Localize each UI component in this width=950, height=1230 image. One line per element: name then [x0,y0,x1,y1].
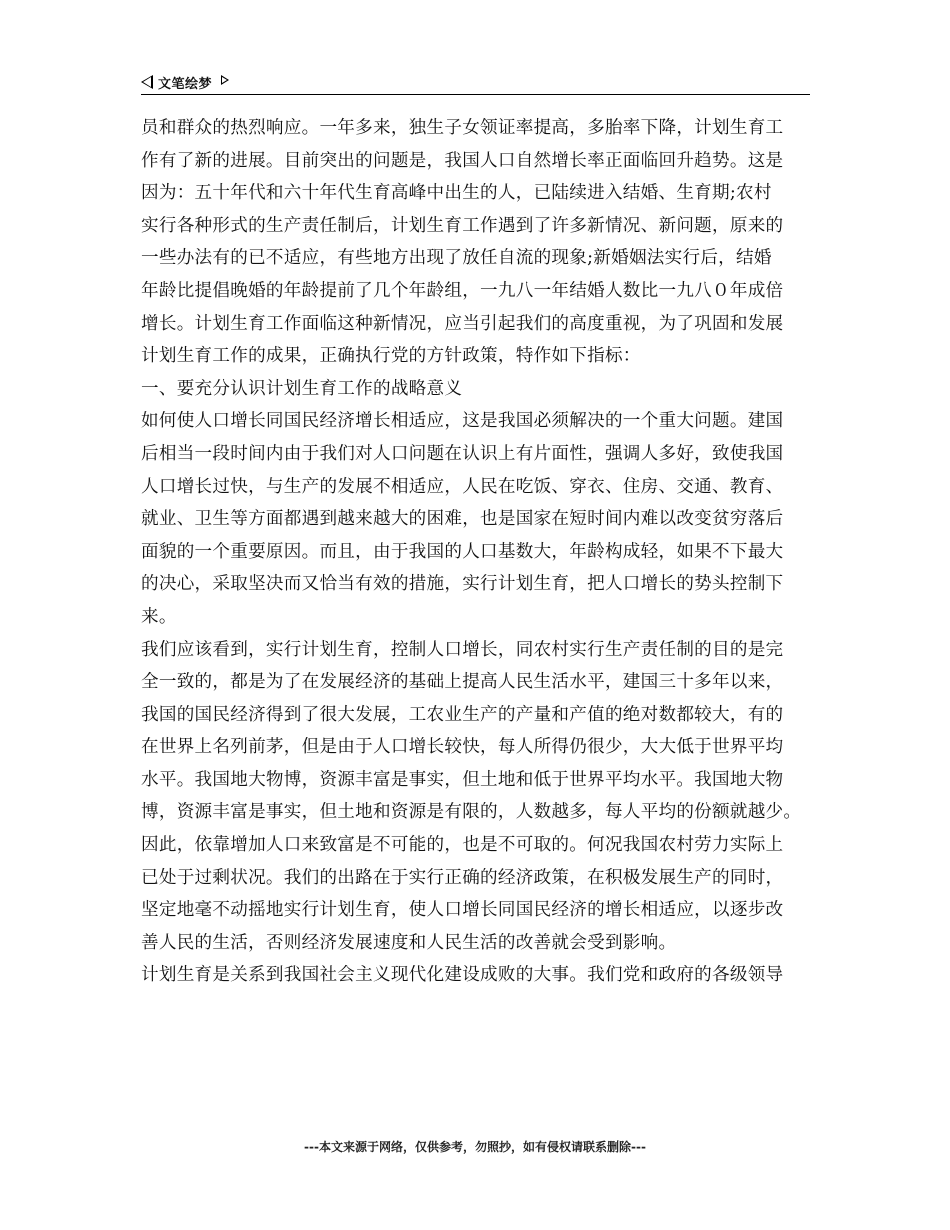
text-line: 后相当一段时间内由于我们对人口问题在认识上有片面性，强调人多好，致使我国 [141,443,784,464]
text-line: 面貌的一个重要原因。而且，由于我国的人口基数大，年龄构成轻，如果不下最大 [141,541,784,562]
text-line: 博，资源丰富是事实，但土地和资源是有限的，人数越多，每人平均的份额就越少。 [141,802,802,823]
document-body [141,112,821,992]
text-line: 已处于过剩状况。我们的出路在于实行正确的经济政策，在积极发展生产的同时， [141,867,784,888]
left-triangle-icon [141,75,153,89]
text-line: 人口增长过快，与生产的发展不相适应，人民在吃饭、穿衣、住房、交通、教育、 [141,476,784,497]
text-line: 因此，依靠增加人口来致富是不可能的，也是不可取的。何况我国农村劳力实际上 [141,835,784,856]
text-line: 就业、卫生等方面都遇到越来越大的困难，也是国家在短时间内难以改变贫穷落后 [141,509,784,530]
right-triangle-icon [221,75,229,85]
footer-notice: ---本文来源于网络，仅供参考，勿照抄，如有侵权请联系删除--- [304,1140,646,1154]
text-line: 我们应该看到，实行计划生育，控制人口增长，同农村实行生产责任制的目的是完 [141,639,784,660]
brand-name: 文笔绘梦 [158,76,213,92]
text-line: 水平。我国地大物博，资源丰富是事实，但土地和低于世界平均水平。我国地大物 [141,769,784,790]
brand-logo [141,72,229,92]
text-line: 员和群众的热烈响应。一年多来，独生子女领证率提高，多胎率下降，计划生育工 [141,118,784,138]
text-line: 一、要充分认识计划生育工作的战略意义 [141,378,463,399]
page-header [141,70,810,95]
text-line: 如何使人口增长同国民经济增长相适应，这是我国必须解决的一个重大问题。建国 [141,411,784,432]
text-line: 坚定地毫不动摇地实行计划生育，使人口增长同国民经济的增长相适应，以逐步改 [141,900,784,921]
text-line: 计划生育工作的成果，正确执行党的方针政策，特作如下指标： [141,346,641,367]
text-line: 增长。计划生育工作面临这种新情况，应当引起我们的高度重视，为了巩固和发展 [141,313,784,334]
text-line: 实行各种形式的生产责任制后，计划生育工作遇到了许多新情况、新问题，原来的 [141,215,784,236]
text-line: 作有了新的进展。目前突出的问题是，我国人口自然增长率正面临回升趋势。这是 [141,150,784,171]
text-line: 的决心，采取坚决而又恰当有效的措施，实行计划生育，把人口增长的势头控制下 [141,574,784,595]
text-line: 一些办法有的已不适应，有些地方出现了放任自流的现象;新婚姻法实行后，结婚 [141,248,772,269]
text-line: 善人民的生活，否则经济发展速度和人民生活的改善就会受到影响。 [141,932,677,953]
text-line: 全一致的，都是为了在发展经济的基础上提高人民生活水平，建国三十多年以来， [141,672,784,693]
text-line: 年龄比提倡晚婚的年龄提前了几个年龄组，一九八一年结婚人数比一九八０年成倍 [141,280,784,301]
text-line: 因为：五十年代和六十年代生育高峰中出生的人，已陆续进入结婚、生育期;农村 [141,183,772,204]
text-line: 我国的国民经济得到了很大发展，工农业生产的产量和产值的绝对数都较大，有的 [141,704,784,725]
text-line: 在世界上名列前茅，但是由于人口增长较快，每人所得仍很少，大大低于世界平均 [141,737,784,758]
text-line: 计划生育是关系到我国社会主义现代化建设成败的大事。我们党和政府的各级领导 [141,965,784,986]
text-line: 来。 [141,606,177,627]
